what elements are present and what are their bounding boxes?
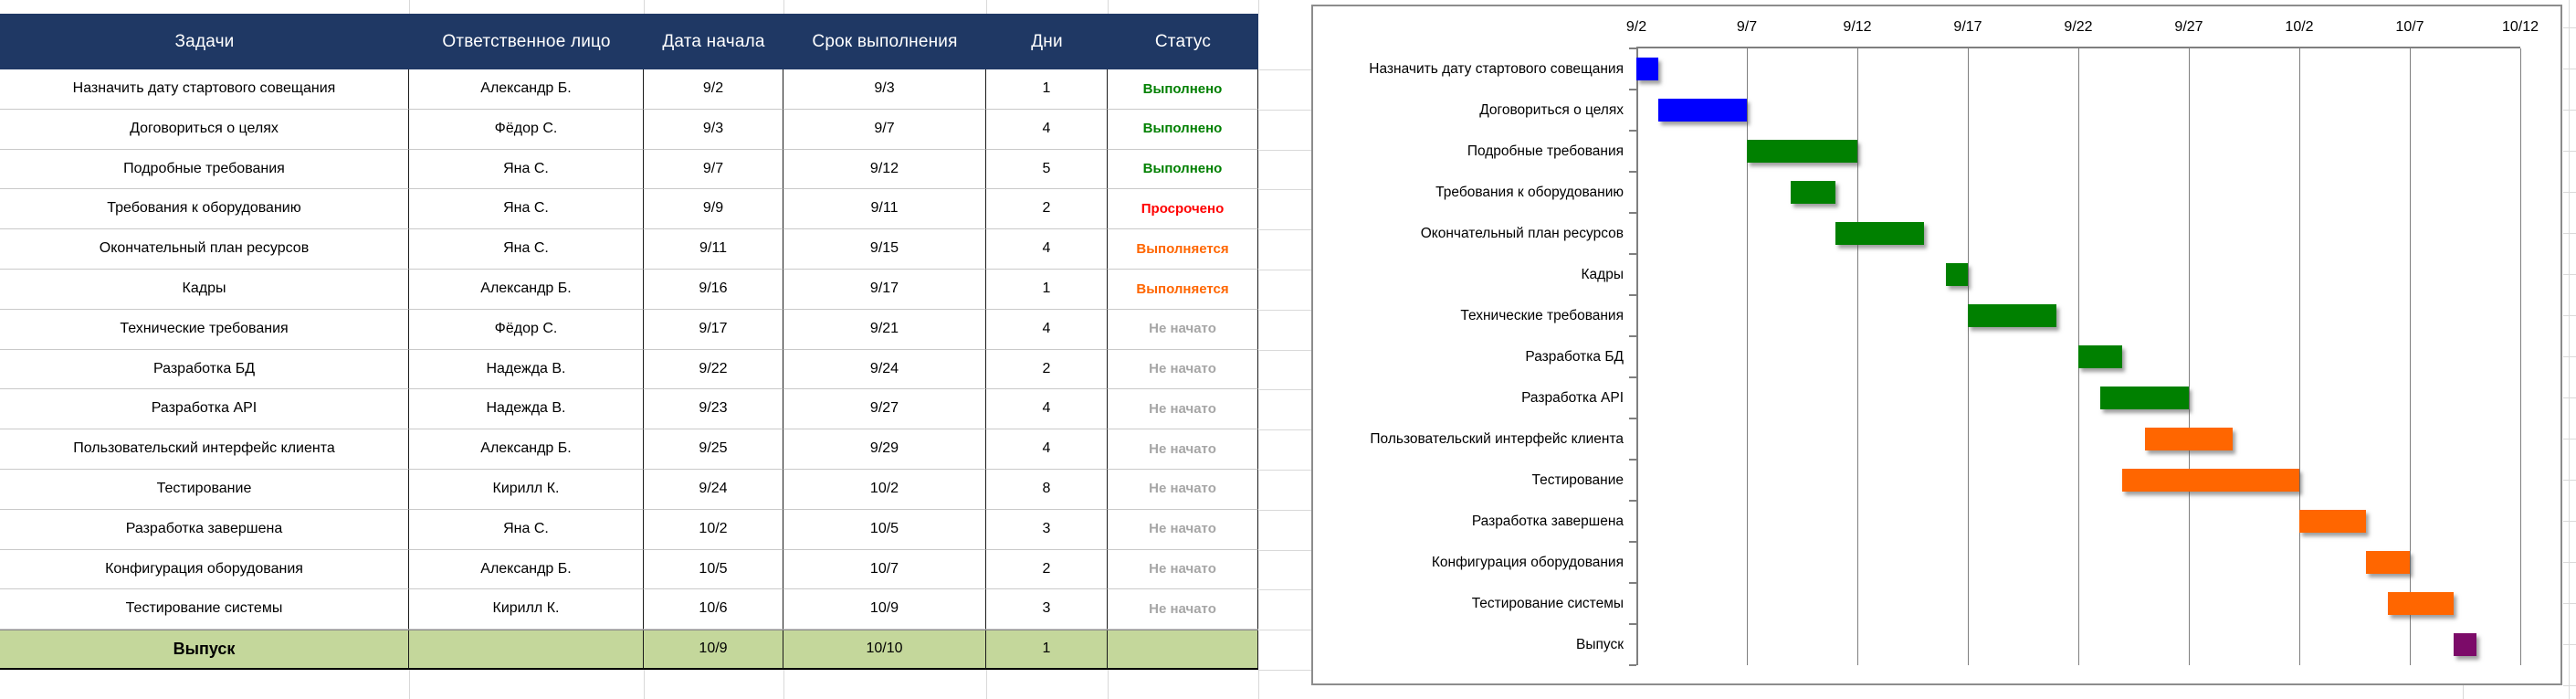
table-row — [0, 310, 1258, 350]
cell-task[interactable]: Подробные требования — [0, 150, 409, 190]
cell-status[interactable]: Не начато — [1108, 550, 1258, 590]
cell-start[interactable]: 9/11 — [644, 229, 783, 270]
cell-status[interactable]: Выполнено — [1108, 150, 1258, 190]
cell-start[interactable]: 10/5 — [644, 550, 783, 590]
table-body — [0, 69, 1258, 670]
gridline — [2563, 27, 2576, 28]
gridline — [644, 0, 645, 14]
column-header-owner[interactable]: Ответственное лицо — [442, 31, 611, 51]
cell-start[interactable]: 10/9 — [644, 630, 783, 670]
gridline — [1968, 48, 1969, 665]
cell-start[interactable]: 9/9 — [644, 189, 783, 229]
cell-task[interactable]: Назначить дату стартового совещания — [0, 69, 409, 110]
gridline — [409, 0, 410, 14]
gridline — [2563, 192, 2576, 193]
table-row — [0, 350, 1258, 390]
table-row — [0, 510, 1258, 550]
cell-days[interactable]: 2 — [986, 350, 1108, 390]
gridline — [1108, 670, 1109, 699]
column-header-status[interactable]: Статус — [1154, 31, 1212, 51]
gantt-bar[interactable] — [1946, 263, 1968, 286]
gantt-bar[interactable] — [2366, 551, 2410, 574]
cell-start[interactable]: 9/16 — [644, 270, 783, 310]
gridline — [1259, 589, 1311, 590]
cell-owner[interactable]: Яна С. — [409, 189, 644, 229]
cell-days[interactable]: 3 — [986, 589, 1108, 630]
gantt-task-label: Договориться о целях — [1479, 102, 1624, 118]
gridline — [2569, 0, 2570, 699]
gantt-bar[interactable] — [1835, 222, 1924, 245]
cell-due[interactable]: 9/21 — [783, 310, 986, 350]
cell-task[interactable]: Технические требования — [0, 310, 409, 350]
cell-days[interactable]: 1 — [986, 270, 1108, 310]
gridline — [2563, 233, 2576, 234]
gridline — [1259, 229, 1311, 230]
gridline — [1857, 48, 1858, 665]
gridline — [2563, 356, 2576, 357]
table-row — [0, 470, 1258, 510]
gantt-bar[interactable] — [2299, 510, 2366, 533]
gantt-task-label: Выпуск — [1576, 637, 1624, 652]
gridline — [2563, 562, 2576, 563]
cell-task[interactable]: Конфигурация оборудования — [0, 550, 409, 590]
cell-due[interactable]: 10/9 — [783, 589, 986, 630]
cell-start[interactable]: 9/17 — [644, 310, 783, 350]
x-axis-tick-label: 9/17 — [1953, 19, 1982, 35]
cell-due[interactable]: 10/5 — [783, 510, 986, 550]
cell-status[interactable]: Выполняется — [1108, 229, 1258, 270]
gantt-bar[interactable] — [2454, 633, 2476, 656]
cell-days[interactable]: 4 — [986, 229, 1108, 270]
gridline — [2299, 48, 2300, 665]
cell-status[interactable]: Выполнено — [1108, 69, 1258, 110]
x-axis-tick-label: 9/22 — [2064, 19, 2093, 35]
gridline — [1108, 0, 1109, 14]
gridline — [1259, 310, 1311, 311]
gridline — [2563, 480, 2576, 481]
gantt-task-label: Подробные требования — [1467, 143, 1624, 159]
gantt-bar[interactable] — [2100, 387, 2189, 409]
cell-status[interactable]: Не начато — [1108, 429, 1258, 470]
gridline — [1258, 0, 1259, 14]
cell-due[interactable]: 10/2 — [783, 470, 986, 510]
cell-start[interactable]: 10/6 — [644, 589, 783, 630]
gantt-task-label: Окончательный план ресурсов — [1420, 226, 1624, 241]
cell-owner[interactable]: Яна С. — [409, 229, 644, 270]
gridline — [2563, 274, 2576, 275]
cell-task[interactable]: Разработка API — [0, 389, 409, 429]
column-header-start[interactable]: Дата начала — [662, 31, 765, 51]
cell-status[interactable]: Не начато — [1108, 389, 1258, 429]
gridline — [986, 0, 987, 14]
cell-start[interactable]: 9/2 — [644, 69, 783, 110]
cell-start[interactable]: 9/25 — [644, 429, 783, 470]
gantt-task-label: Разработка БД — [1525, 349, 1624, 365]
gridline — [2410, 48, 2411, 665]
cell-due[interactable]: 9/15 — [783, 229, 986, 270]
cell-task[interactable]: Тестирование системы — [0, 589, 409, 630]
table-row — [0, 229, 1258, 270]
column-header-due[interactable]: Срок выполнения — [812, 31, 958, 51]
cell-due[interactable]: 9/3 — [783, 69, 986, 110]
cell-start[interactable]: 9/23 — [644, 389, 783, 429]
gridline — [2563, 439, 2576, 440]
gantt-task-label: Пользовательский интерфейс клиента — [1370, 431, 1624, 447]
cell-task[interactable]: Выпуск — [0, 630, 409, 670]
cell-due[interactable]: 9/7 — [783, 110, 986, 150]
gantt-task-label: Тестирование — [1531, 472, 1624, 488]
cell-task[interactable]: Договориться о целях — [0, 110, 409, 150]
gantt-bar[interactable] — [1968, 304, 2056, 327]
table-header-row — [0, 14, 1258, 69]
gridline — [2520, 48, 2521, 665]
column-header-tasks[interactable]: Задачи — [174, 31, 235, 51]
cell-due[interactable]: 9/17 — [783, 270, 986, 310]
table-row — [0, 189, 1258, 229]
x-axis-tick-label: 9/12 — [1843, 19, 1872, 35]
gridline — [1259, 150, 1311, 151]
gridline — [1258, 670, 1259, 699]
cell-status[interactable] — [1108, 630, 1258, 670]
gridline — [783, 670, 784, 699]
cell-task[interactable]: Требования к оборудованию — [0, 189, 409, 229]
gridline — [2563, 644, 2576, 645]
cell-start[interactable]: 10/2 — [644, 510, 783, 550]
gantt-task-label: Технические требования — [1460, 308, 1624, 323]
cell-due[interactable]: 9/11 — [783, 189, 986, 229]
gridline — [2189, 48, 2190, 665]
table-row — [0, 550, 1258, 590]
gantt-bar[interactable] — [1658, 99, 1747, 122]
gridline — [1259, 550, 1311, 551]
cell-days[interactable]: 2 — [986, 550, 1108, 590]
gridline — [1259, 69, 1311, 70]
gridline — [986, 670, 987, 699]
gridline — [1259, 470, 1311, 471]
gridline — [1259, 189, 1311, 190]
cell-status[interactable]: Не начато — [1108, 310, 1258, 350]
cell-due[interactable]: 9/12 — [783, 150, 986, 190]
cell-owner[interactable]: Александр Б. — [409, 69, 644, 110]
gridline — [1259, 110, 1311, 111]
x-axis-tick-label: 10/2 — [2285, 19, 2314, 35]
cell-days[interactable]: 4 — [986, 110, 1108, 150]
cell-owner[interactable]: Фёдор С. — [409, 110, 644, 150]
cell-owner[interactable]: Кирилл К. — [409, 589, 644, 630]
gridline — [1259, 670, 1311, 671]
cell-due[interactable]: 9/27 — [783, 389, 986, 429]
x-axis-tick-label: 10/12 — [2501, 19, 2539, 35]
gantt-task-label: Разработка API — [1521, 390, 1624, 406]
gridline — [2563, 151, 2576, 152]
cell-task[interactable]: Разработка БД — [0, 350, 409, 390]
cell-status[interactable]: Просрочено — [1108, 189, 1258, 229]
gantt-bar[interactable] — [2145, 428, 2234, 450]
cell-days[interactable]: 4 — [986, 389, 1108, 429]
x-axis-tick-label: 9/27 — [2174, 19, 2203, 35]
cell-owner[interactable]: Яна С. — [409, 510, 644, 550]
cell-status[interactable]: Не начато — [1108, 589, 1258, 630]
gridline — [2563, 685, 2576, 686]
cell-days[interactable]: 5 — [986, 150, 1108, 190]
cell-status[interactable]: Выполняется — [1108, 270, 1258, 310]
cell-start[interactable]: 9/24 — [644, 470, 783, 510]
task-table — [0, 14, 1258, 670]
cell-days[interactable]: 1 — [986, 630, 1108, 670]
table-row — [0, 429, 1258, 470]
x-axis-tick-label: 9/2 — [1625, 19, 1647, 35]
cell-due[interactable]: 10/10 — [783, 630, 986, 670]
gridline — [1259, 510, 1311, 511]
cell-owner[interactable]: Надежда В. — [409, 350, 644, 390]
cell-due[interactable]: 9/29 — [783, 429, 986, 470]
cell-start[interactable]: 9/3 — [644, 110, 783, 150]
cell-owner[interactable]: Александр Б. — [409, 270, 644, 310]
cell-start[interactable]: 9/7 — [644, 150, 783, 190]
gridline — [2563, 315, 2576, 316]
cell-owner[interactable]: Александр Б. — [409, 429, 644, 470]
table-row — [0, 150, 1258, 190]
gantt-bar[interactable] — [2078, 345, 2122, 368]
gantt-task-label: Назначить дату стартового совещания — [1369, 61, 1624, 77]
cell-status[interactable]: Не начато — [1108, 510, 1258, 550]
cell-task[interactable]: Кадры — [0, 270, 409, 310]
cell-owner[interactable]: Кирилл К. — [409, 470, 644, 510]
gridline — [1259, 350, 1311, 351]
gantt-task-label: Разработка завершена — [1471, 514, 1624, 529]
table-row — [0, 110, 1258, 150]
table-row — [0, 270, 1258, 310]
cell-task[interactable]: Пользовательский интерфейс клиента — [0, 429, 409, 470]
cell-owner[interactable]: Яна С. — [409, 150, 644, 190]
gridline — [409, 670, 410, 699]
gantt-bar[interactable] — [2388, 592, 2455, 615]
table-row-release — [0, 630, 1258, 670]
gantt-bar[interactable] — [1791, 181, 1835, 204]
gridline — [2463, 685, 2464, 699]
cell-days[interactable]: 4 — [986, 429, 1108, 470]
cell-start[interactable]: 9/22 — [644, 350, 783, 390]
cell-task[interactable]: Окончательный план ресурсов — [0, 229, 409, 270]
cell-days[interactable]: 1 — [986, 69, 1108, 110]
cell-days[interactable]: 4 — [986, 310, 1108, 350]
gridline — [1259, 389, 1311, 390]
cell-due[interactable]: 9/24 — [783, 350, 986, 390]
gridline — [2563, 397, 2576, 398]
cell-task[interactable]: Тестирование — [0, 470, 409, 510]
gantt-task-label: Кадры — [1581, 267, 1624, 282]
gridline — [644, 670, 645, 699]
cell-days[interactable]: 2 — [986, 189, 1108, 229]
gridline — [2563, 603, 2576, 604]
cell-owner[interactable]: Фёдор С. — [409, 310, 644, 350]
cell-status[interactable]: Не начато — [1108, 350, 1258, 390]
gantt-bar[interactable] — [2122, 469, 2299, 492]
gridline — [2563, 110, 2576, 111]
gridline — [1259, 429, 1311, 430]
column-header-days[interactable]: Дни — [1031, 31, 1063, 51]
gantt-bar[interactable] — [1747, 140, 1857, 163]
gantt-task-label: Конфигурация оборудования — [1431, 555, 1624, 570]
cell-owner[interactable]: Надежда В. — [409, 389, 644, 429]
gantt-chart[interactable] — [1311, 5, 2562, 685]
table-row — [0, 589, 1258, 630]
cell-task[interactable]: Разработка завершена — [0, 510, 409, 550]
category-axis-line — [1636, 48, 1638, 665]
gantt-task-label: Требования к оборудованию — [1435, 185, 1624, 200]
cell-days[interactable]: 8 — [986, 470, 1108, 510]
gridline — [2563, 521, 2576, 522]
table-row — [0, 69, 1258, 110]
cell-days[interactable]: 3 — [986, 510, 1108, 550]
gantt-bar[interactable] — [1636, 58, 1658, 80]
cell-status[interactable]: Выполнено — [1108, 110, 1258, 150]
gantt-task-label: Тестирование системы — [1471, 596, 1624, 611]
x-axis-tick-label: 10/7 — [2395, 19, 2424, 35]
table-row — [0, 389, 1258, 429]
x-axis-tick-label: 9/7 — [1736, 19, 1758, 35]
gridline — [783, 0, 784, 14]
cell-due[interactable]: 10/7 — [783, 550, 986, 590]
cell-owner[interactable] — [409, 630, 644, 670]
cell-status[interactable]: Не начато — [1108, 470, 1258, 510]
cell-owner[interactable]: Александр Б. — [409, 550, 644, 590]
